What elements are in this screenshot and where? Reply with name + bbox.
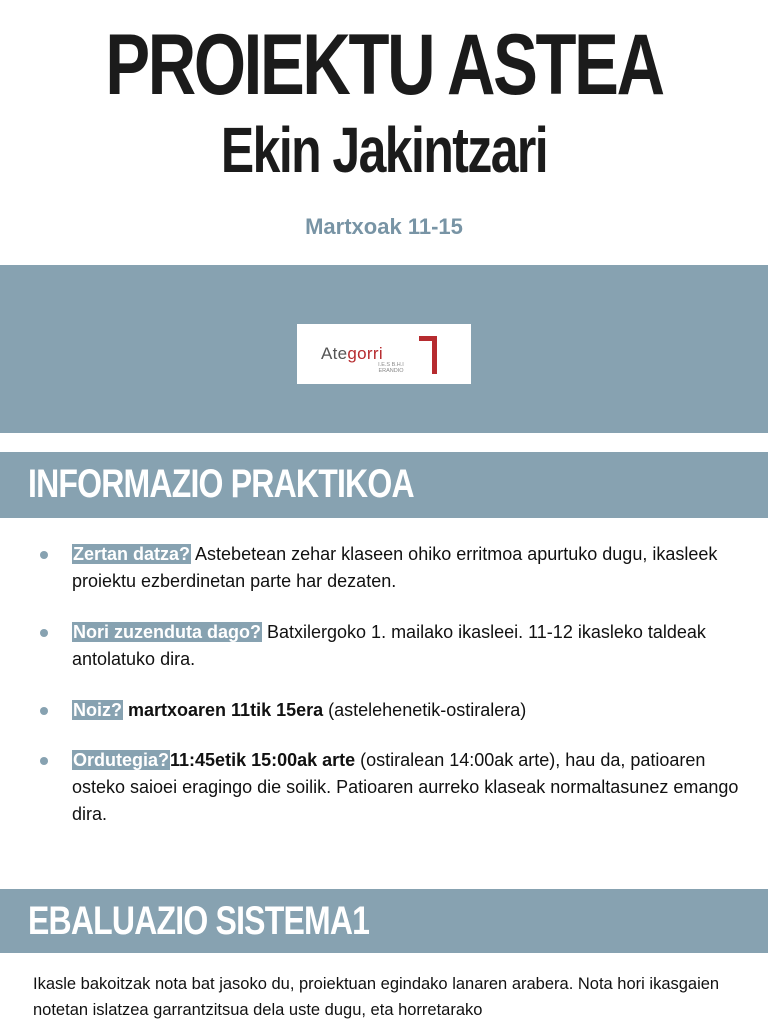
question-label: Noiz? [73, 700, 122, 720]
item-text: Batxilergoko 1. mailako ikasleei. 11-12 ikasleko taldeak antolatuko dira. [72, 622, 706, 669]
school-logo [297, 324, 471, 384]
info-list [40, 541, 740, 828]
bold-text: martxoaren 11tik 15era [123, 700, 324, 720]
logo-wordmark: Ategorri [321, 344, 383, 363]
bullet-icon [40, 707, 48, 715]
info-section-header [0, 452, 768, 518]
list-item [40, 697, 740, 724]
bullet-icon [40, 629, 48, 637]
bullet-icon [40, 757, 48, 765]
eval-section-header [0, 889, 768, 953]
item-text: (ostiralean 14:00ak arte), hau da, patioaren osteko saioei eragingo die soilik. Patioaren aurreko klaseak normaltasunez emango dira. [72, 750, 739, 824]
list-item [40, 619, 740, 673]
bold-text: 11:45etik 15:00ak arte [170, 750, 356, 770]
logo-subtext: I.E.S B.H.I ERANDIO [378, 362, 404, 374]
question-label: Zertan datza? [73, 544, 191, 564]
eval-section-title: EBALUAZIO SISTEMA1 [28, 899, 370, 943]
question-label: Ordutegia? [73, 750, 170, 770]
question-label: Nori zuzenduta dago? [73, 622, 261, 642]
event-date: Martxoak 11-15 [305, 214, 463, 239]
eval-paragraph: Ikasle bakoitzak nota bat jasoko du, proiektuan egindako lanaren arabera. Nota hori ikasgaien notetan islatzea garrantzitsua dela uste dugu, eta horretarako [33, 975, 720, 1019]
item-text: Astebetean zehar klaseen ohiko erritmoa apurtuko dugu, ikasleek proiektu ezberdinetan parte har dezaten. [72, 544, 718, 591]
info-section-title: INFORMAZIO PRAKTIKOA [28, 462, 414, 506]
page-subtitle: Ekin Jakintzari [220, 114, 548, 186]
bullet-icon [40, 551, 48, 559]
logo-mark-icon [417, 334, 441, 376]
list-item [40, 541, 740, 595]
item-text: (astelehenetik-ostiralera) [323, 700, 527, 720]
list-item [40, 747, 740, 828]
page-title: PROIEKTU ASTEA [105, 17, 663, 113]
